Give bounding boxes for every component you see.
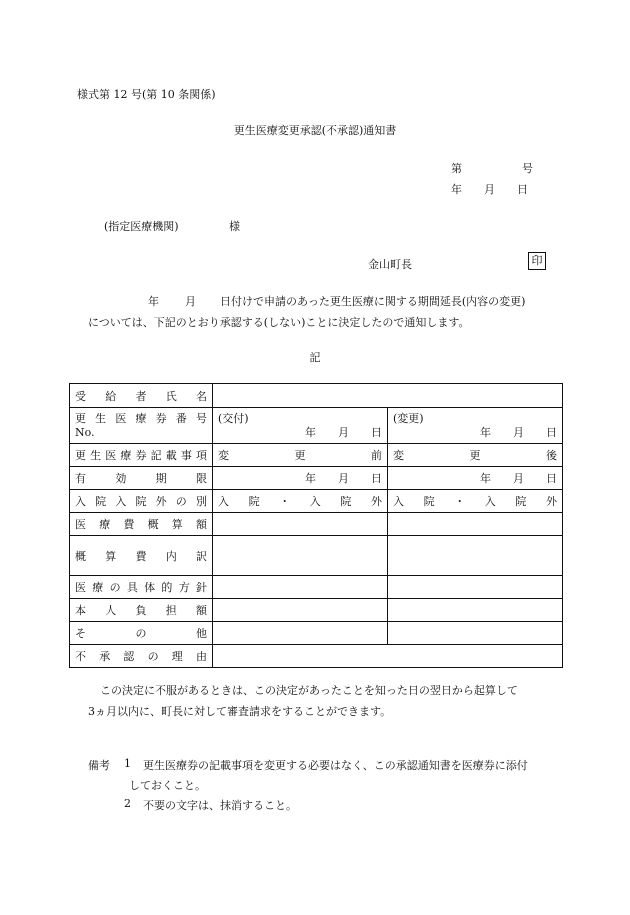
char: 給 [105, 389, 117, 403]
row-label [70, 576, 213, 599]
char: 入 [393, 495, 404, 508]
rejection-reason-cell[interactable] [213, 645, 563, 668]
char: 有 [75, 472, 86, 485]
char: 券 [155, 411, 167, 425]
row-label [70, 536, 213, 576]
char: 由 [195, 650, 207, 663]
other-right-cell[interactable] [388, 622, 563, 645]
table-row [70, 513, 563, 536]
validity-left-date [218, 470, 382, 486]
validity-right-cell[interactable] [388, 467, 563, 490]
char: 療 [135, 411, 147, 425]
row-label-text [75, 579, 207, 595]
char: 限 [195, 472, 207, 485]
row-label-text [75, 388, 207, 404]
char: 記 [150, 449, 162, 462]
row-label [70, 645, 213, 668]
char: 他 [196, 627, 207, 640]
note-1-line-1: 更生医療券の記載事項を変更する必要はなく、この承認通知書を医療券に添付 [143, 759, 528, 772]
row-label [70, 513, 213, 536]
issue-date-month: 月 [484, 183, 495, 196]
char: 負 [135, 604, 147, 617]
validity-left-cell[interactable] [213, 467, 388, 490]
row-label-text [75, 648, 207, 664]
table-row [70, 408, 563, 444]
appeal-line-2: 3ヵ月以内に、町長に対して審査請求をすることができます。 [88, 705, 392, 718]
char: 券 [135, 449, 147, 462]
char: 医 [75, 518, 86, 531]
char: 費 [135, 549, 147, 563]
char: 承 [99, 650, 111, 663]
table-row [70, 467, 563, 490]
burden-left-cell[interactable] [213, 599, 388, 622]
other-left-cell[interactable] [213, 622, 388, 645]
char: 医 [105, 449, 117, 462]
row-label-text [75, 447, 207, 463]
char: の [109, 581, 121, 594]
char: 変 [218, 449, 229, 462]
char: 入 [309, 495, 321, 508]
row-label-text [75, 493, 207, 509]
ki-heading: 記 [309, 351, 321, 364]
char: 担 [165, 604, 177, 617]
issue-date-day: 日 [517, 183, 528, 196]
char: 変 [393, 449, 404, 462]
issued-date [218, 426, 382, 440]
body-month: 月 [185, 295, 196, 308]
char: 院 [135, 495, 147, 508]
table-row [70, 599, 563, 622]
char: ・ [454, 495, 466, 508]
row-label-text [75, 548, 207, 564]
note-1-number: 1 [124, 757, 131, 770]
note-1-line-2: しておくこと。 [129, 779, 206, 792]
char: 氏 [165, 389, 177, 403]
table-row [70, 490, 563, 513]
date-year: 年 [480, 472, 491, 485]
char: 院 [515, 495, 527, 508]
char: そ [75, 627, 86, 640]
form-number: 様式第 12 号(第 10 条関係) [77, 88, 216, 101]
char: 前 [371, 449, 382, 462]
recipient-name-cell[interactable] [213, 384, 563, 408]
changed-date [393, 426, 557, 440]
char: 算 [105, 549, 117, 563]
char: 外 [155, 495, 167, 508]
char: 入 [484, 495, 496, 508]
row-label [70, 408, 213, 444]
seal-mark: 印 [528, 252, 546, 270]
date-month: 月 [338, 472, 349, 485]
char: 院 [340, 495, 352, 508]
char: 後 [546, 449, 557, 462]
char: 額 [195, 518, 207, 531]
char: 事 [180, 449, 192, 462]
date-month: 月 [513, 472, 524, 485]
table-row [70, 384, 563, 408]
char: 理 [171, 650, 183, 663]
appeal-line-1: この決定に不服があるときは、この決定があったことを知った日の翌日から起算して [100, 684, 518, 697]
char: 入 [75, 495, 86, 508]
row-label [70, 467, 213, 490]
date-day: 日 [371, 472, 382, 485]
issued-head: (交付) [218, 411, 249, 425]
inpatient-left-cell[interactable] [213, 490, 388, 513]
ticket-number-changed-cell[interactable] [388, 408, 563, 444]
after-change-text [393, 447, 557, 463]
char: 生 [90, 449, 102, 462]
char: 院 [248, 495, 260, 508]
issuer-name: 金山町長 [368, 258, 412, 271]
char: 算 [171, 518, 183, 531]
date-year: 年 [305, 425, 316, 439]
table-row [70, 536, 563, 576]
char: 者 [135, 389, 147, 403]
char: 概 [75, 549, 86, 563]
row-label-text [75, 412, 207, 426]
row-label-text [75, 602, 207, 618]
note-2-number: 2 [124, 797, 131, 810]
char: 入 [218, 495, 229, 508]
char: 医 [115, 411, 127, 425]
row-label-text [75, 470, 207, 486]
date-day: 日 [546, 425, 557, 439]
date-day: 日 [546, 472, 557, 485]
document-title: 更生医療変更承認(不承認)通知書 [233, 124, 397, 137]
row-label-text [75, 516, 207, 532]
policy-right-cell[interactable] [388, 576, 563, 599]
table-row [70, 576, 563, 599]
cost-right-cell[interactable] [388, 513, 563, 536]
char: 院 [95, 495, 107, 508]
char: 入 [115, 495, 127, 508]
char: 療 [99, 518, 111, 531]
policy-left-cell[interactable] [213, 576, 388, 599]
char: 受 [75, 389, 86, 403]
char: 載 [165, 449, 177, 462]
inpatient-right-cell[interactable] [388, 490, 563, 513]
char: 更 [469, 449, 481, 462]
char: 不 [75, 650, 86, 663]
char: 別 [195, 495, 207, 508]
char: 針 [195, 581, 207, 594]
body-line1-rest: 日付けで申請のあった更生医療に関する期間延長(内容の変更) [220, 295, 526, 308]
recipient-institution: (指定医療機関) [104, 220, 179, 233]
char: 外 [370, 495, 382, 508]
table-row [70, 645, 563, 668]
char: 訳 [196, 549, 207, 563]
issue-date [451, 181, 528, 197]
char: 療 [120, 449, 132, 462]
burden-right-cell[interactable] [388, 599, 563, 622]
char: 的 [161, 581, 173, 594]
char: 療 [92, 581, 104, 594]
row-label-sub: No. [75, 425, 95, 439]
char: 生 [95, 411, 107, 425]
row-label [70, 490, 213, 513]
date-month: 月 [338, 425, 349, 439]
date-year: 年 [305, 472, 316, 485]
breakdown-left-cell[interactable] [213, 536, 388, 576]
breakdown-right-cell[interactable] [388, 536, 563, 576]
char: 更 [75, 411, 86, 425]
document-number-suffix: 号 [522, 162, 533, 175]
cost-left-cell[interactable] [213, 513, 388, 536]
recipient-honorific: 様 [229, 220, 240, 233]
char: 効 [115, 472, 127, 485]
before-change-cell[interactable] [213, 444, 388, 467]
char: 方 [178, 581, 190, 594]
char: 名 [196, 389, 207, 403]
char: 更 [75, 449, 86, 462]
table-row [70, 622, 563, 645]
table-row [70, 444, 563, 467]
issue-date-year: 年 [451, 183, 462, 196]
row-label-text [75, 625, 207, 641]
char: 内 [165, 549, 177, 563]
date-year: 年 [480, 425, 491, 439]
inpatient-left-text [218, 493, 382, 509]
char: の [147, 650, 159, 663]
row-label [70, 622, 213, 645]
char: 体 [144, 581, 156, 594]
after-change-cell[interactable] [388, 444, 563, 467]
char: 期 [155, 472, 167, 485]
details-table [69, 383, 563, 668]
char: 更 [294, 449, 306, 462]
char: ・ [279, 495, 291, 508]
char: 院 [423, 495, 435, 508]
char: 費 [123, 518, 135, 531]
validity-right-date [393, 470, 557, 486]
char: 具 [126, 581, 138, 594]
char: 額 [196, 604, 207, 617]
ticket-number-issued-cell[interactable] [213, 408, 388, 444]
char: の [135, 627, 147, 640]
changed-head: (変更) [393, 411, 424, 425]
char: 本 [75, 604, 86, 617]
document-number-label: 第 [451, 162, 462, 175]
char: 号 [195, 411, 207, 425]
row-label [70, 384, 213, 408]
body-line-2: については、下記のとおり承認する(しない)ことに決定したので通知します。 [88, 316, 470, 329]
char: 項 [196, 449, 207, 462]
note-2-text: 不要の文字は、抹消すること。 [143, 799, 297, 812]
body-line-1 [148, 293, 525, 309]
before-change-text [218, 447, 382, 463]
char: 人 [105, 604, 117, 617]
char: の [175, 495, 187, 508]
char: 外 [545, 495, 557, 508]
date-month: 月 [513, 425, 524, 439]
date-day: 日 [371, 425, 382, 439]
char: 番 [175, 411, 187, 425]
char: 認 [123, 650, 135, 663]
notes-heading: 備考 [88, 759, 110, 772]
body-year: 年 [148, 295, 159, 308]
row-label [70, 444, 213, 467]
inpatient-right-text [393, 493, 557, 509]
char: 概 [147, 518, 159, 531]
char: 医 [75, 581, 86, 594]
row-label [70, 599, 213, 622]
